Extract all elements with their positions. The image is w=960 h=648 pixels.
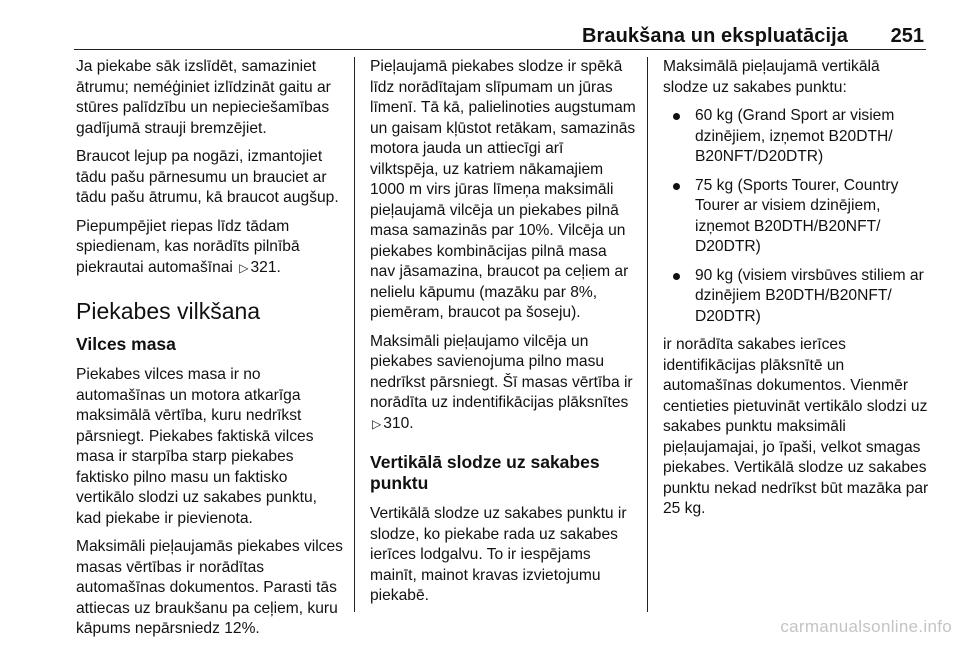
subheading-vertical-load: Vertikālā slodze uz sakabes punktu [370,452,600,493]
bullet-icon [673,273,680,280]
paragraph-trailer-skid: Ja piekabe sāk izslīdēt, samaziniet ātrumu; neméģiniet izlīdzināt gaitu ar stūres palīdzību un nepieciešamības gadījumā strauji bremzējiet. [76,58,331,137]
bullet-icon [673,183,680,190]
bullet-icon [673,113,680,120]
paragraph-vertical-load: Vertikālā slodze uz sakabes punktu ir slodze, ko piekabe rada uz sakabes ierīces lodgalvu. To ir iespējams mainīt, mainot kravas izvietojumu piekabē. [370,505,627,604]
paragraph-combined-mass-text: Maksimāli pieļaujamo vilcēja un piekabes savienojuma pilno masu nedrīkst pārsniegt. Šī masas vērtība ir norādīta uz indentifikācijas plāksnītes [370,332,633,411]
triangle-right-icon: ▷ [372,416,382,431]
vertical-load-list [663,106,929,327]
page-reference-link[interactable]: 321. [250,258,281,276]
subheading-towing-mass: Vilces masa [76,334,176,354]
paragraph-max-vertical-load: Maksimālā pieļaujamā vertikālā slodze uz sakabes punktu: [663,58,880,96]
list-item: 90 kg (visiem virsbūves stiliem ar dzinējiem B20DTH/B20NFT/ D20DTR) [663,266,929,328]
paragraph-identification-plate: ir norādīta sakabes ierīces identifikācijas plāksnītē un automašīnas dokumentos. Vienmēr centieties pietuvināt vertikālo slodzi uz sakabes punktu maksimāli pieļaujamajai, jo īpaši, velkot smagas piekabes. Vertikālā slodze uz sakabes punktu nekad nedrīkst būt mazāka par 25 kg. [663,336,929,517]
column-2 [370,57,636,615]
paragraph-max-towing-mass: Maksimāli pieļaujamās piekabes vilces masas vērtības ir norādītas automašīnas dokumentos. Parasti tās attiecas uz braukšanu pa ceļiem, kuru kāpums nepārsniedz 12%. [76,538,343,637]
paragraph-combined-mass [370,332,636,435]
watermark: carmanualsonline.info [780,617,952,636]
paragraph-altitude: Pieļaujamā piekabes slodze ir spēkā līdz norādītajam slīpumam un jūras līmenī. Tā kā, palielinoties augstumam un gaisam kļūstot retākam, samazinās motora jauda un attiecīgi arī vilktspēja, uz katriem nākamajiem 1000 m virs jūras līmeņa maksimāli pieļaujamā vilcēja un piekabes pilnā masa samazinās par 10%. Vilcēja un piekabes kombinācijas pilnā masa nav jāsamazina, braucot pa ceļiem ar nelielu kāpumu (mazāku par 8%, piemēram, braucot pa šoseju). [370,58,636,321]
column-divider-2 [647,57,648,612]
paragraph-tyre-pressure [76,217,346,279]
list-item: 60 kg (Grand Sport ar visiem dzinējiem, izņemot B20DTH/ B20NFT/D20DTR) [663,106,929,168]
header-divider [74,49,926,50]
list-item: 75 kg (Sports Tourer, Country Tourer ar visiem dzinējiem, izņemot B20DTH/B20NFT/ D20DTR) [663,176,929,258]
section-heading-towing: Piekabes vilkšana [76,298,261,324]
paragraph-downhill: Braucot lejup pa nogāzi, izmantojiet tādu pašu pārnesumu un brauciet ar tādu pašu ātrumu, kā braucot augšup. [76,148,339,206]
page-header-title: Braukšana un ekspluatācija [581,25,848,47]
paragraph-tyre-pressure-text: Piepumpējiet riepas līdz tādam spiedienam, kas norādīts pilnībā piekrautai automašīnai [76,217,300,276]
column-divider-1 [354,57,355,612]
paragraph-towing-mass: Piekabes vilces masa ir no automašīnas un motora atkarīga maksimālā vērtība, kuru nedrīkst pārsniegt. Piekabes faktiskā vilces masa ir starpība starp piekabes faktisko pilno masu un faktisko vertikālo slodzi uz sakabes punktu, kad piekabe ir pievienota. [76,366,317,527]
page-header [0,0,960,52]
triangle-right-icon: ▷ [239,260,249,275]
column-1 [76,57,346,648]
column-3 [663,57,929,528]
page-reference-link[interactable]: 310. [383,414,414,432]
page-number: 251 [890,25,924,47]
